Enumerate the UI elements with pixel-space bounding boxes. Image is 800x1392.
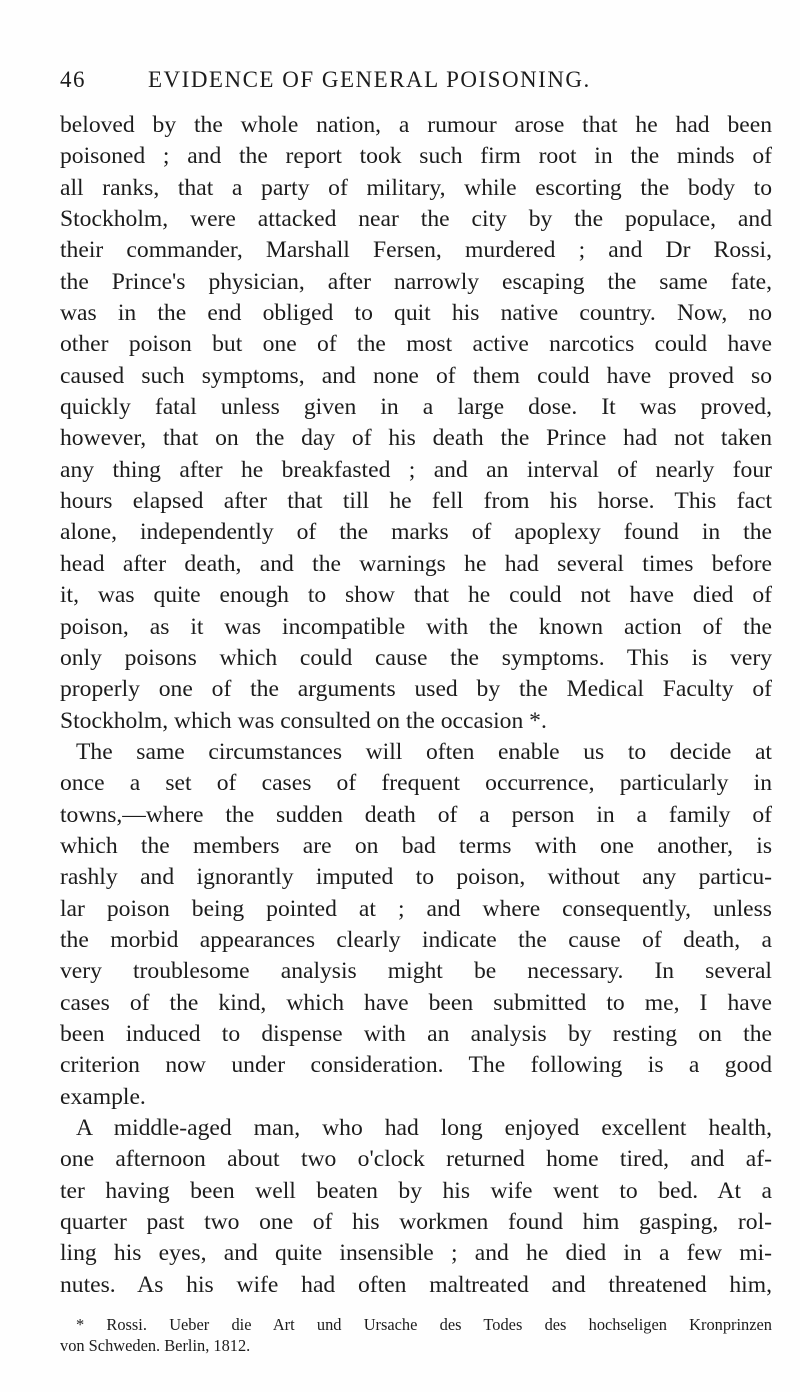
text-line: criterion now under consideration. The following is a good — [60, 1052, 772, 1079]
text-line: been induced to dispense with an analysis by resting on the — [60, 1020, 772, 1047]
text-line: was in the end obliged to quit his native country. Now, no — [60, 300, 772, 327]
paragraph-start-line: A middle-aged man, who had long enjoyed excellent health, — [76, 1115, 772, 1141]
text-line: properly one of the arguments used by the Medical Faculty of — [60, 676, 772, 703]
text-line: poisoned ; and the report took such firm root in the minds of — [60, 143, 772, 170]
footnote-line: * Rossi. Ueber die Art und Ursache des Todes des hochseligen Kronprinzen — [76, 1315, 772, 1334]
text-line: other poison but one of the most active narcotics could have — [60, 331, 772, 358]
text-line: which the members are on bad terms with one another, is — [60, 832, 772, 859]
text-line: very troublesome analysis might be necessary. In several — [60, 958, 772, 985]
text-line: it, was quite enough to show that he could not have died of — [60, 582, 772, 609]
text-line: lar poison being pointed at ; and where consequently, unless — [60, 895, 772, 922]
text-line: hours elapsed after that till he fell from his horse. This fact — [60, 488, 772, 515]
text-line: their commander, Marshall Fersen, murdered ; and Dr Rossi, — [60, 237, 772, 264]
text-line: ter having been well beaten by his wife went to bed. At a — [60, 1177, 772, 1204]
text-line: the morbid appearances clearly indicate the cause of death, a — [60, 926, 772, 953]
text-line: cases of the kind, which have been submitted to me, I have — [60, 989, 772, 1016]
paragraph-start-line: The same circumstances will often enable us to decide at — [76, 738, 772, 765]
text-line: caused such symptoms, and none of them could have proved so — [60, 362, 772, 389]
running-header — [60, 62, 760, 98]
page-number: 46 — [60, 67, 86, 92]
text-line: one afternoon about two o'clock returned home tired, and af- — [60, 1146, 772, 1173]
text-line: any thing after he breakfasted ; and an interval of nearly four — [60, 456, 772, 483]
text-line: however, that on the day of his death the Prince had not taken — [60, 425, 772, 452]
text-line: once a set of cases of frequent occurrence, particularly in — [60, 770, 772, 797]
text-line: beloved by the whole nation, a rumour arose that he had been — [60, 112, 772, 138]
text-line: head after death, and the warnings he had several times before — [60, 550, 772, 577]
text-line: the Prince's physician, after narrowly escaping the same fate, — [60, 268, 772, 295]
text-line: only poisons which could cause the symptoms. This is very — [60, 644, 772, 671]
text-line: quarter past two one of his workmen found him gasping, rol- — [60, 1209, 772, 1236]
text-line: Stockholm, were attacked near the city by the populace, and — [60, 206, 772, 233]
text-line: Stockholm, which was consulted on the occasion *. — [60, 707, 547, 734]
text-line: towns,—where the sudden death of a person in a family of — [60, 801, 772, 828]
text-line: alone, independently of the marks of apoplexy found in the — [60, 519, 772, 546]
text-line: all ranks, that a party of military, while escorting the body to — [60, 174, 772, 201]
footnote — [60, 1314, 772, 1356]
text-line: ling his eyes, and quite insensible ; and he died in a few mi- — [60, 1240, 772, 1267]
running-title: EVIDENCE OF GENERAL POISONING. — [148, 67, 591, 92]
text-line: poison, as it was incompatible with the known action of the — [60, 613, 772, 640]
text-line: quickly fatal unless given in a large dose. It was proved, — [60, 394, 772, 421]
text-line: nutes. As his wife had often maltreated and threatened him, — [60, 1271, 772, 1298]
text-line: example. — [60, 1083, 146, 1110]
text-line: rashly and ignorantly imputed to poison, without any particu- — [60, 864, 772, 891]
footnote-line: von Schweden. Berlin, 1812. — [60, 1336, 251, 1355]
body-text — [60, 110, 772, 1301]
